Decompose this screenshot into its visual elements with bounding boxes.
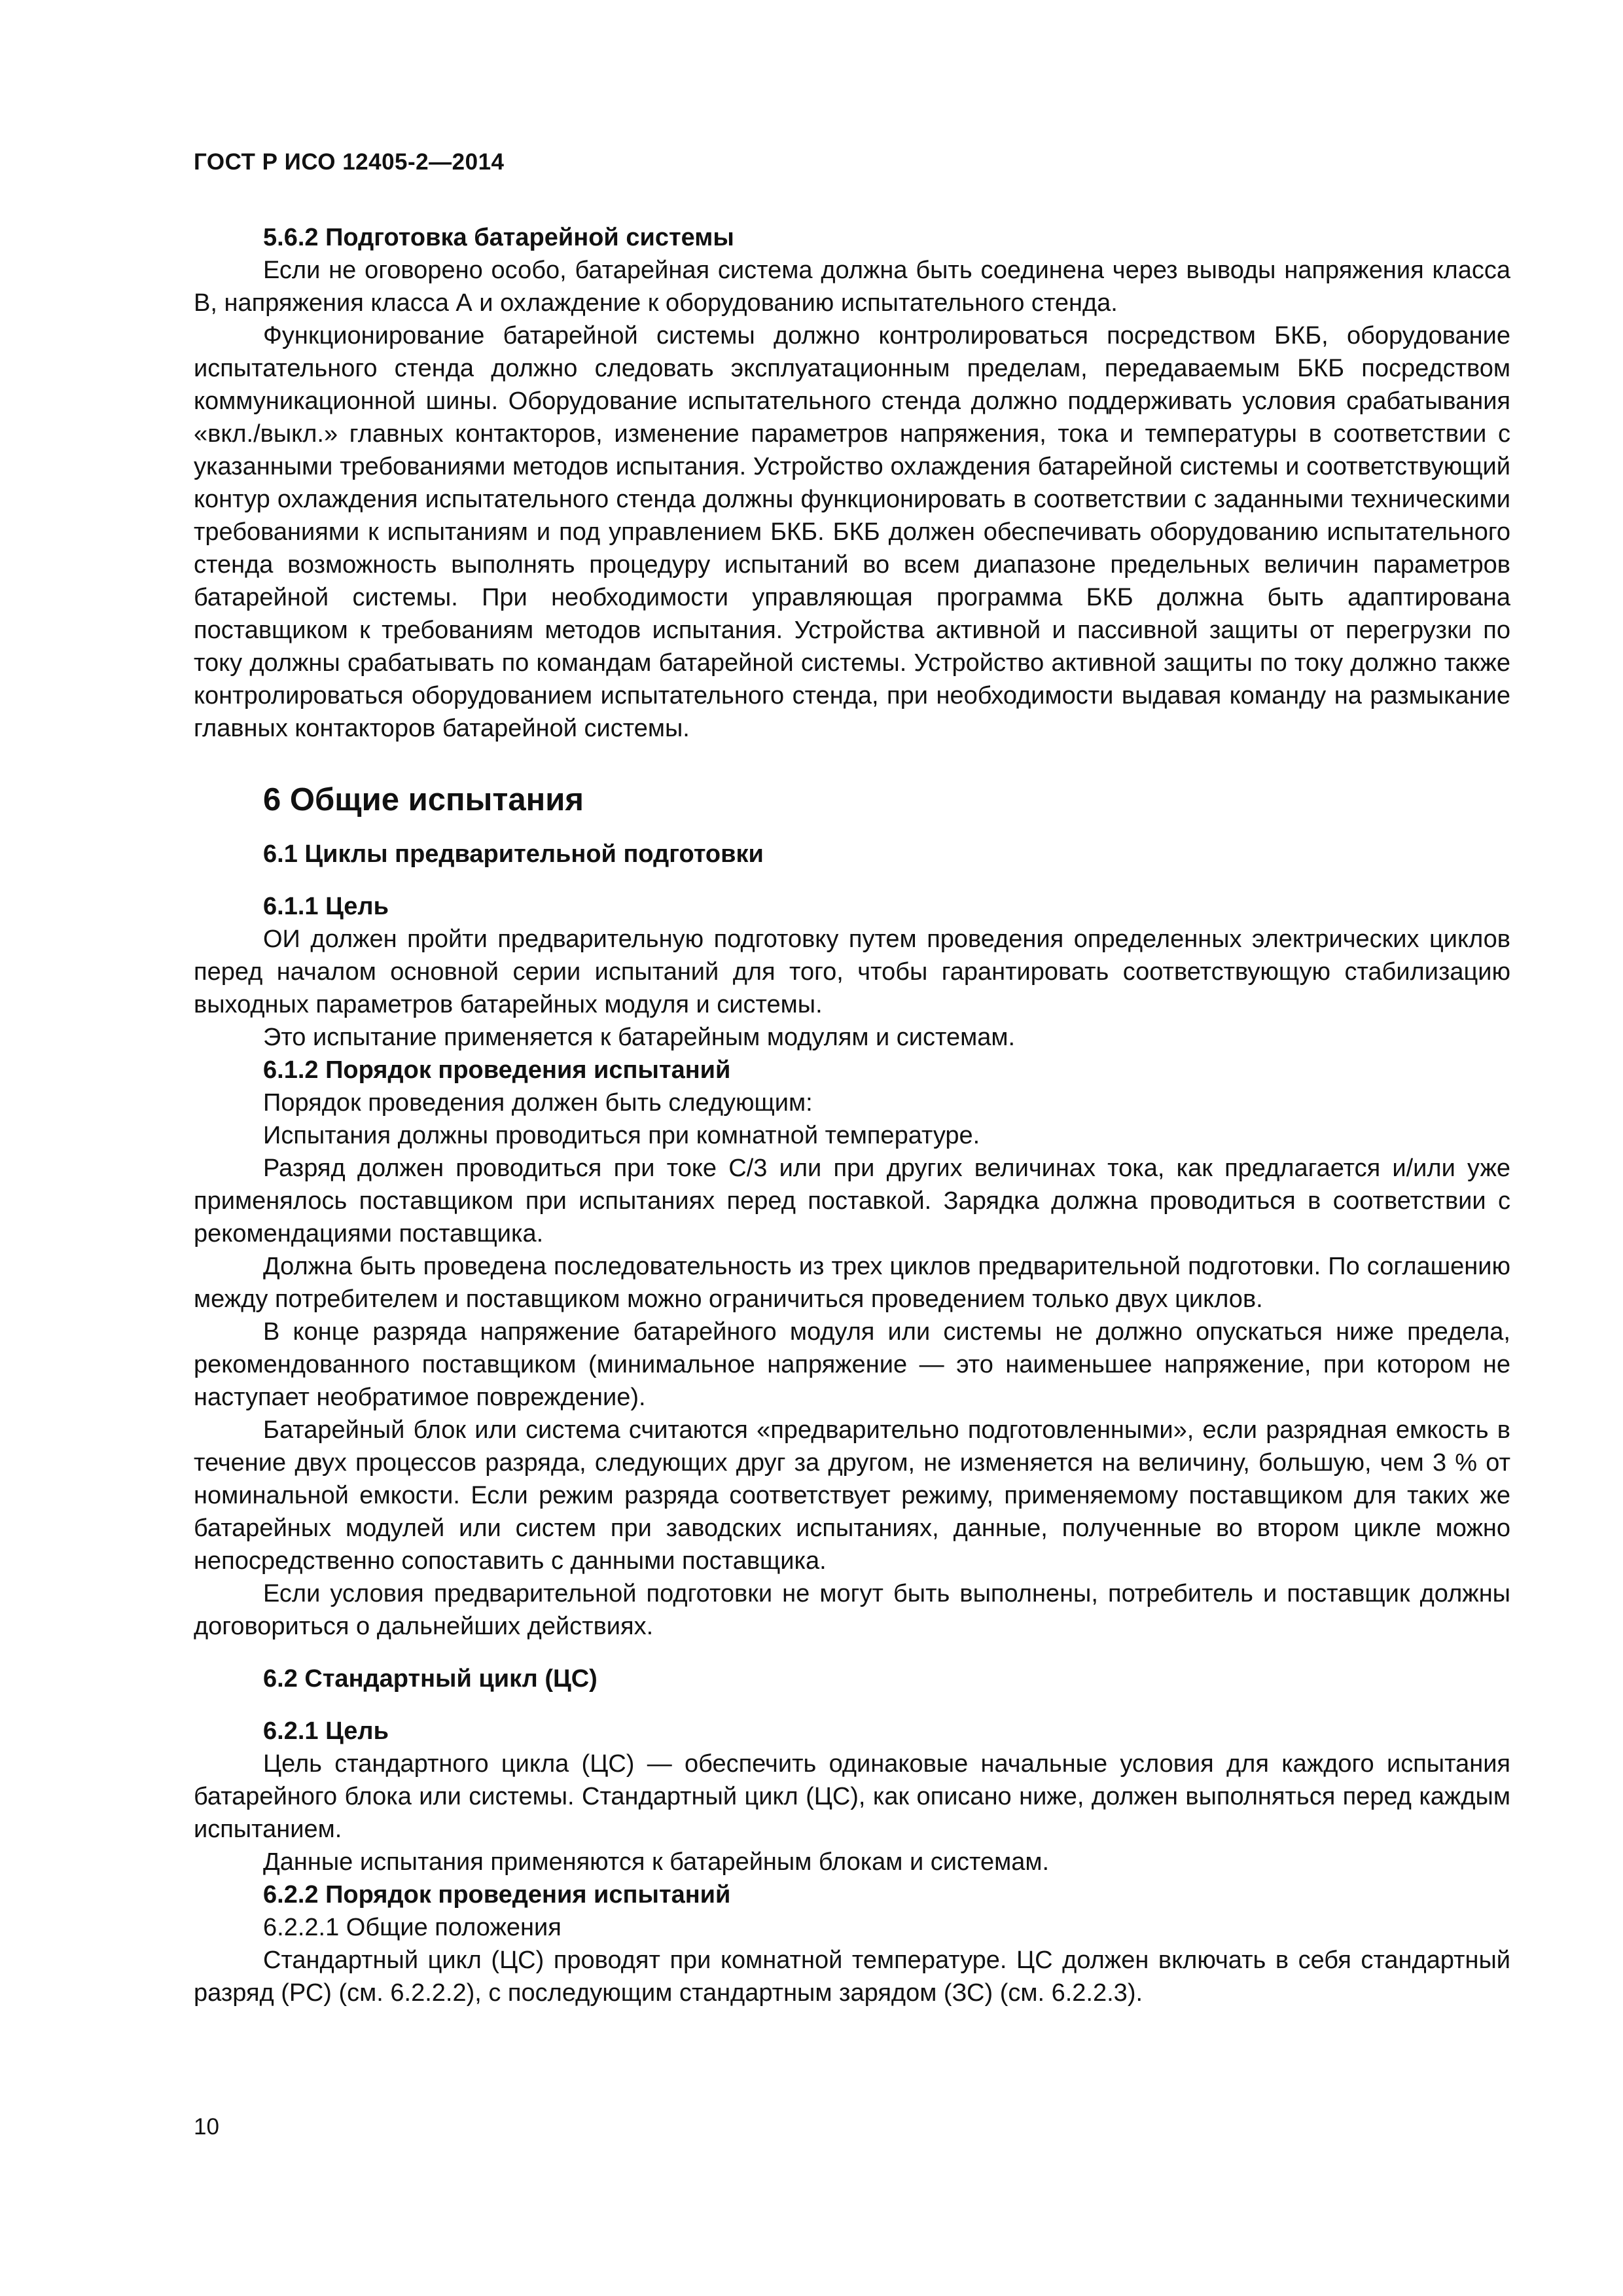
paragraph: Батарейный блок или система считаются «предварительно подготовленными», если разрядная емкость в течение двух процессов разряда, следующих друг за другом, не изменяется на величину, большую, чем 3 % от номинальной емкости. Если режим разряда соответствует режиму, применяемому поставщиком для таких же батарейных модулей или систем при заводских испытаниях, данные, полученные во втором цикле можно непосредственно сопоставить с данными поставщика.	[194, 1416, 1510, 1575]
paragraph: В конце разряда напряжение батарейного модуля или системы не должно опускаться ниже предела, рекомендованного поставщиком (минимальное напряжение — это наименьшее напряжение, при котором не наступает необратимое повреждение).	[194, 1318, 1510, 1411]
subsection-heading: 6.2.1 Цель	[263, 1717, 389, 1745]
paragraph: Стандартный цикл (ЦС) проводят при комнатной температуре. ЦС должен включать в себя стандартный разряд (РС) (см. 6.2.2.2), с последующим стандартным зарядом (ЗС) (см. 6.2.2.3).	[194, 1946, 1510, 2007]
paragraph: Если не оговорено особо, батарейная система должна быть соединена через выводы напряжения класса В, напряжения класса А и охлаждение к оборудованию испытательного стенда.	[194, 257, 1510, 317]
page-number: 10	[194, 2114, 219, 2140]
clause-heading: 6.2.2.1 Общие положения	[263, 1914, 562, 1941]
chapter-heading: 6 Общие испытания	[263, 782, 584, 817]
document-body	[194, 221, 1510, 2009]
paragraph: Должна быть проведена последовательность из трех циклов предварительной подготовки. По соглашению между потребителем и поставщиком можно ограничиться проведением только двух циклов.	[194, 1253, 1510, 1313]
paragraph: Данные испытания применяются к батарейным блокам и системам.	[263, 1848, 1050, 1876]
paragraph: Цель стандартного цикла (ЦС) — обеспечить одинаковые начальные условия для каждого испытания батарейного блока или системы. Стандартный цикл (ЦС), как описано ниже, должен выполняться перед каждым испытанием.	[194, 1750, 1510, 1843]
section-heading: 5.6.2 Подготовка батарейной системы	[263, 224, 734, 251]
paragraph: Функционирование батарейной системы должно контролироваться посредством БКБ, оборудование испытательного стенда должно следовать эксплуатационным пределам, передаваемым БКБ посредством коммуникационной шины. Оборудование испытательного стенда должно поддерживать условия срабатывания «вкл./выкл.» главных контакторов, изменение параметров напряжения, тока и температуры в соответствии с указанными требованиями методов испытания. Устройство охлаждения батарейной системы и соответствующий контур охлаждения испытательного стенда должны функционировать в соответствии с заданными техническими требованиями к испытаниям и под управлением БКБ. БКБ должен обеспечивать оборудованию испытательного стенда возможность выполнять процедуру испытаний во всем диапазоне предельных величин параметров батарейной системы. При необходимости управляющая программа БКБ должна быть адаптирована поставщиком к требованиям методов испытания. Устройства активной и пассивной защиты от перегрузки по току должны срабатывать по командам батарейной системы. Устройство активной защиты по току должно также контролироваться оборудованием испытательного стенда, при необходимости выдавая команду на размыкание главных контакторов батарейной системы.	[194, 322, 1510, 742]
paragraph: Это испытание применяется к батарейным модулям и системам.	[263, 1024, 1016, 1051]
subsection-heading: 6.2.2 Порядок проведения испытаний	[263, 1881, 731, 1909]
subsection-heading: 6.1.2 Порядок проведения испытаний	[263, 1056, 731, 1084]
paragraph: Порядок проведения должен быть следующим:	[263, 1089, 813, 1117]
section-heading: 6.1 Циклы предварительной подготовки	[263, 840, 764, 868]
paragraph: Разряд должен проводиться при токе С/3 или при других величинах тока, как предлагается и/или уже применялось поставщиком при испытаниях перед поставкой. Зарядка должна проводиться в соответствии с рекомендациями поставщика.	[194, 1155, 1510, 1247]
paragraph: Если условия предварительной подготовки не могут быть выполнены, потребитель и поставщик должны договориться о дальнейших действиях.	[194, 1580, 1510, 1640]
paragraph: Испытания должны проводиться при комнатной температуре.	[263, 1122, 980, 1149]
document-header: ГОСТ Р ИСО 12405-2—2014	[194, 149, 505, 175]
section-heading: 6.2 Стандартный цикл (ЦС)	[263, 1665, 597, 1693]
paragraph: ОИ должен пройти предварительную подготовку путем проведения определенных электрических циклов перед началом основной серии испытаний для того, чтобы гарантировать соответствующую стабилизацию выходных параметров батарейных модуля и системы.	[194, 925, 1510, 1018]
subsection-heading: 6.1.1 Цель	[263, 893, 389, 920]
